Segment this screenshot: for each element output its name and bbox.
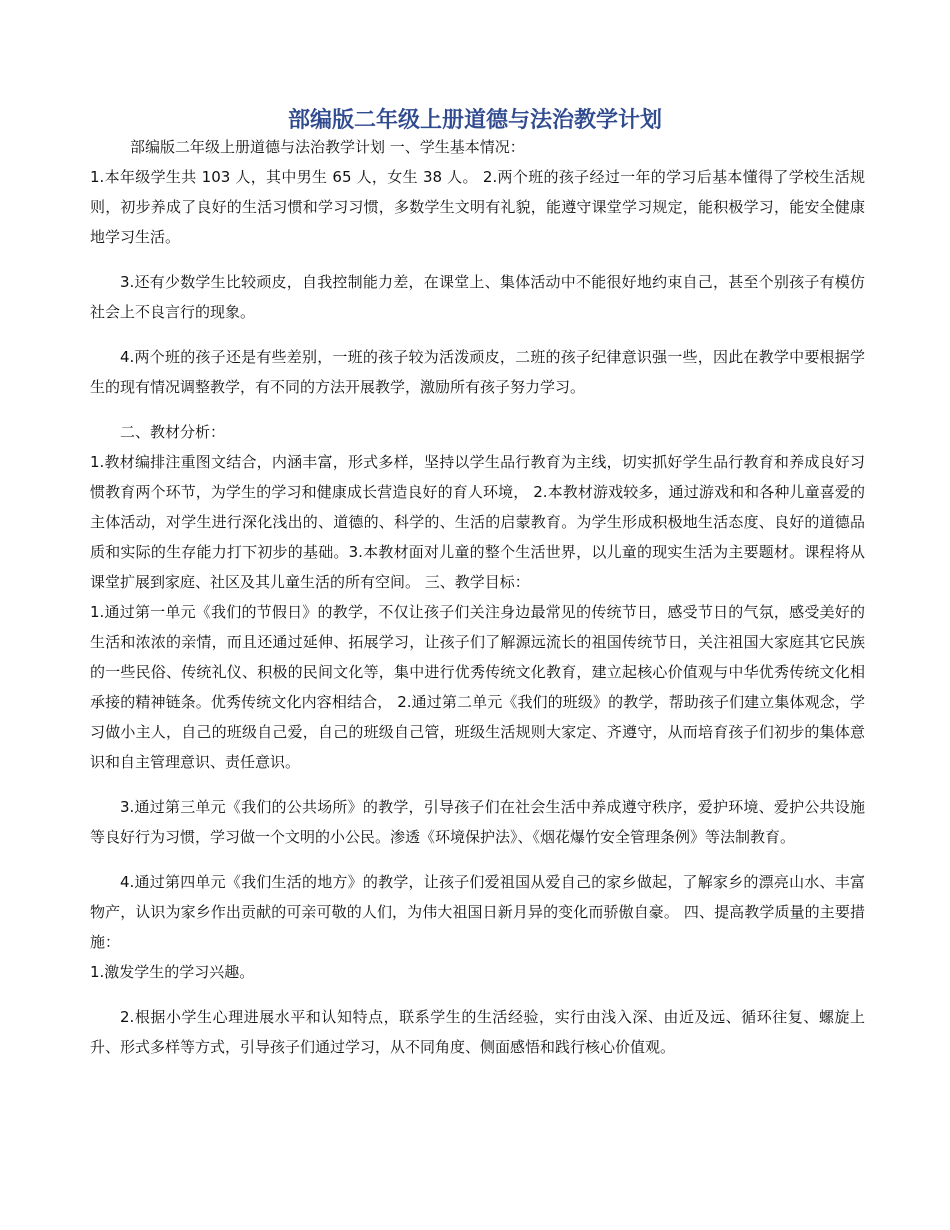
paragraph: 3.通过第三单元《我们的公共场所》的教学，引导孩子们在社会生活中养成遵守秩序，爱护环境、爱护公共设施等良好行为习惯，学习做一个文明的小公民。渗透《环境保护法》、《烟花爆竹安全管理条例》等法制教育。 — [90, 798, 865, 846]
document-title: 部编版二年级上册道德与法治教学计划 — [287, 107, 662, 133]
section-heading: 二、教材分析： — [120, 423, 226, 441]
paragraph: 1.激发学生的学习兴趣。 — [90, 963, 255, 981]
paragraph: 2.根据小学生心理进展水平和认知特点，联系学生的生活经验，实行由浅入深、由近及远、循环往复、螺旋上升、形式多样等方式，引导孩子们通过学习，从不同角度、侧面感悟和践行核心价值观。 — [90, 1008, 865, 1056]
paragraph: 4.两个班的孩子还是有些差别，一班的孩子较为活泼顽皮，二班的孩子纪律意识强一些，因此在教学中要根据学生的现有情况调整教学，有不同的方法开展教学，激励所有孩子努力学习。 — [90, 348, 865, 396]
paragraph: 1.本年级学生共 103 人，其中男生 65 人，女生 38 人。 2.两个班的孩子经过一年的学习后基本懂得了学校生活规则，初步养成了良好的生活习惯和学习习惯，多数学生文明有礼貌，能遵守课堂学习规定，能积极学习，能安全健康地学习生活。 — [90, 168, 865, 246]
paragraph: 1.教材编排注重图文结合，内涵丰富，形式多样，坚持以学生品行教育为主线，切实抓好学生品行教育和养成良好习惯教育两个环节，为学生的学习和健康成长营造良好的育人环境， 2.本教材游戏较多，通过游戏和和各种儿童喜爱的主体活动，对学生进行深化浅出的、道德的、科学的、生活的启蒙教育。为学生形成积极地生活态度、良好的道德品质和实际的生存能力打下初步的基础。3.本教材面对儿童的整个生活世界，以儿童的现实生活为主要题材。课程将从课堂扩展到家庭、社区及其儿童生活的所有空间。 三、教学目标： — [90, 453, 865, 591]
paragraph: 4.通过第四单元《我们生活的地方》的教学，让孩子们爱祖国从爱自己的家乡做起，了解家乡的漂亮山水、丰富物产，认识为家乡作出贡献的可亲可敬的人们，为伟大祖国日新月异的变化而骄傲自豪。 四、提高教学质量的主要措施： — [90, 873, 865, 951]
paragraph: 1.通过第一单元《我们的节假日》的教学，不仅让孩子们关注身边最常见的传统节日，感受节日的气氛，感受美好的生活和浓浓的亲情，而且还通过延伸、拓展学习，让孩子们了解源远流长的祖国传统节日，关注祖国大家庭其它民族的一些民俗、传统礼仪、积极的民间文化等，集中进行优秀传统文化教育，建立起核心价值观与中华优秀传统文化相承接的精神链条。优秀传统文化内容相结合， 2.通过第二单元《我们的班级》的教学，帮助孩子们建立集体观念，学习做小主人，自己的班级自己爱，自己的班级自己管，班级生活规则大家定、齐遵守，从而培育孩子们初步的集体意识和自主管理意识、责任意识。 — [90, 603, 865, 771]
paragraph-intro: 部编版二年级上册道德与法治教学计划 一、学生基本情况： — [130, 138, 525, 156]
paragraph: 3.还有少数学生比较顽皮，自我控制能力差，在课堂上、集体活动中不能很好地约束自己，甚至个别孩子有模仿社会上不良言行的现象。 — [90, 273, 865, 321]
document-body — [90, 132, 865, 1062]
